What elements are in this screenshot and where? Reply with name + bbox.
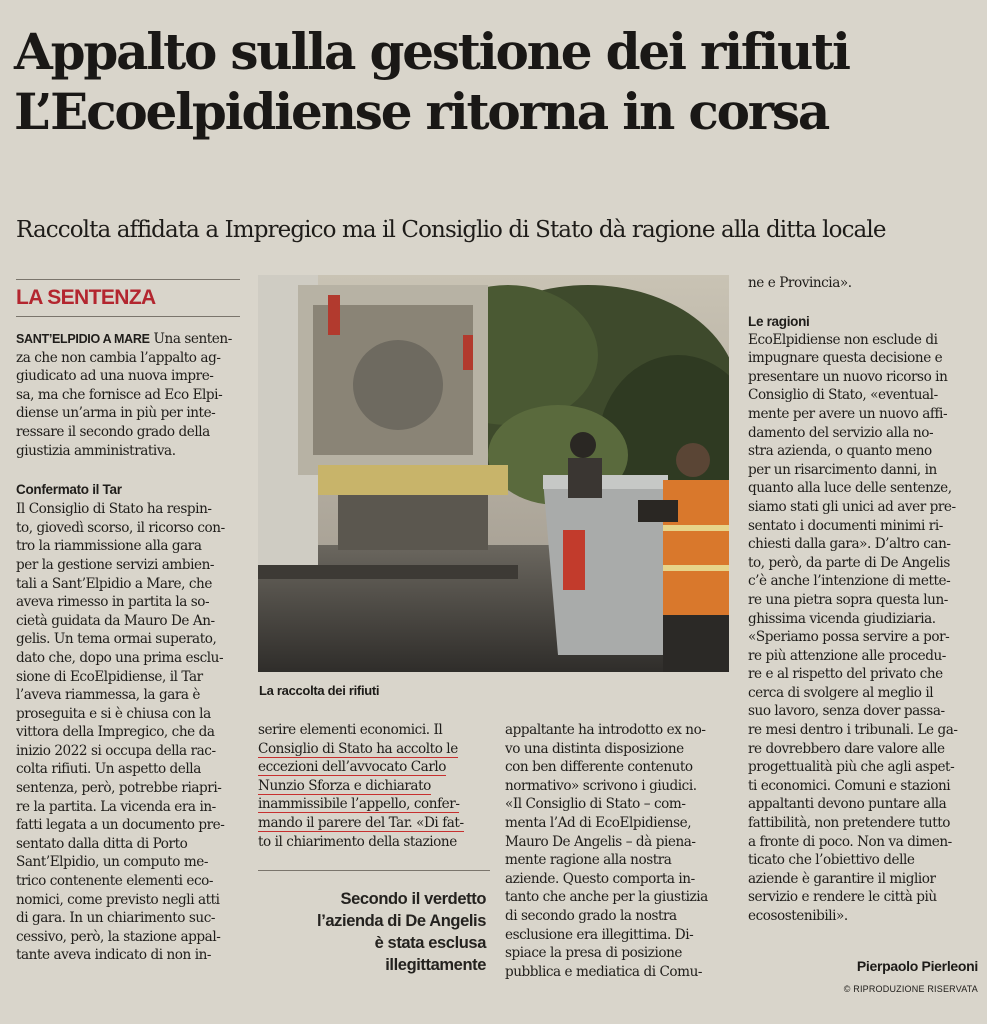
subheadline: Raccolta affidata a Impregico ma il Consiglio di Stato dà ragione alla ditta locale [16,217,886,243]
copyright-notice: © RIPRODUZIONE RISERVATA [843,984,978,994]
kicker-rule-bottom [16,316,240,317]
underlined-line-3: Nunzio Sforza e dichiarato [258,777,431,794]
body-paragraph: Il Consiglio di Stato ha respin- to, giovedì scorso, il ricorso con- tro la riammissione alla gara per la gestione servizi ambien- tali a Sant’Elpidio a Mare, che aveva rimesso in partita la so- cietà guidata da Mauro De An- gelis. Un tema ormai superato, dato che, dopo una prima esclu- sione di EcoElpidiense, il Tar l’aveva riammessa, la gara è proseguita e si è chiusa con la vittora della Impregico, che da inizio 2022 si occupa della rac- colta rifiuti. Un aspetto della sentenza, però, potrebbe riapri- re la partita. La vicenda era in- fatti legata a un documento pre- sentato dalla ditta di Porto Sant’Elpidio, un computo me- trico contenente elementi eco- nomici, come previsto negli atti di gara. In un chiarimento suc- cessivo, però, la stazione appal- tante aveva indicato di non in- [16,501,225,964]
underlined-line-4: inammissibile l’appello, confer- [258,796,460,813]
headline-line-1: Appalto sulla gestione dei rifiuti [14,22,849,81]
lead-paragraph: SANT’ELPIDIO A MARE Una senten- za che non cambia l’appalto ag- giudicato ad una nuova impre- sa, ma che fornisce ad Eco Elpi- diense un’arma in più per inte- ressare il secondo grado della giustizia amministrativa. [16,331,232,459]
byline: Pierpaolo Pierleoni [856,958,978,974]
garbage-truck-photo-illustration [258,275,729,672]
pull-quote: Secondo il verdetto l’azienda di De Angelis è stata esclusa illegittamente [317,890,486,974]
column-2: serire elementi economici. Il Consiglio di Stato ha accolto le eccezioni dell’avvocato Carlo Nunzio Sforza e dichiarato inammissibile l’appello, confer- mando il parere del Tar. «Di fat- to il chiarimento della stazione [258,722,464,850]
headline [14,22,979,142]
column-4: ne e Provincia». Le ragioni EcoElpidiense non esclude di impugnare questa decisione e presentare un nuovo ricorso in Consiglio di Stato, «eventual- mente per avere un nuovo affi- damento del servizio alla no- stra azienda, o quanto meno per un risarcimento danni, in quanto alla luce delle sentenze, siamo stati gli unici ad aver pre- sentato i documenti minimi ri- chiesti dalla gara». D’altro can- to, però, da parte di De Angelis c’è anche l’intenzione di mette- re una pietra sopra questa lun- ghissima vicenda giudiziaria. «Speriamo possa servire a por- re più attenzione alle procedu- re e al rispetto del privato che cerca di svolgere al meglio il suo lavoro, senza dover passa- re mesi dentro i tribunali. Le ga- re dovrebbero dare valore alle progettualità più che agli aspet- ti economici. Comuni e stazioni appaltanti devono puntare alla fattibilità, non pretendere tutto a fronte di poco. Non va dimen- ticato che l’obiettivo delle aziende è garantire il miglior servizio e rendere le città più ecosostenibili». [748,274,980,926]
column-3: appaltante ha introdotto ex no- vo una distinta disposizione con ben differente contenuto normativo» scrivono i giudici. «Il Consiglio di Stato – com- menta l’Ad di EcoElpidiense, Mauro De Angelis – dà piena- mente ragione alla nostra aziende. Questo comporta in- tanto che anche per la giustizia di secondo grado la nostra esclusione era illegittima. Di- spiace la presa di posizione pubblica e mediatica di Comu- [505,722,708,980]
kicker-rule-top [16,279,240,280]
subhead-le-ragioni: Le ragioni [748,313,810,329]
underlined-line-2: eccezioni dell’avvocato Carlo [258,759,447,776]
subhead-confermato: Confermato il Tar [16,482,122,498]
headline-line-2: L’Ecoelpidiense ritorna in corsa [14,82,829,141]
news-photo [258,275,729,672]
section-kicker: LA SENTENZA [16,286,156,309]
photo-caption: La raccolta dei rifiuti [259,683,380,698]
underlined-line-5: mando il parere del Tar. «Di fat- [258,814,464,831]
dateline: SANT’ELPIDIO A MARE [16,332,150,346]
column-1 [16,330,240,965]
continued-line: ne e Provincia». [748,275,852,291]
callout-rule [258,870,490,871]
underlined-line-1: Consiglio di Stato ha accolto le [258,740,458,757]
